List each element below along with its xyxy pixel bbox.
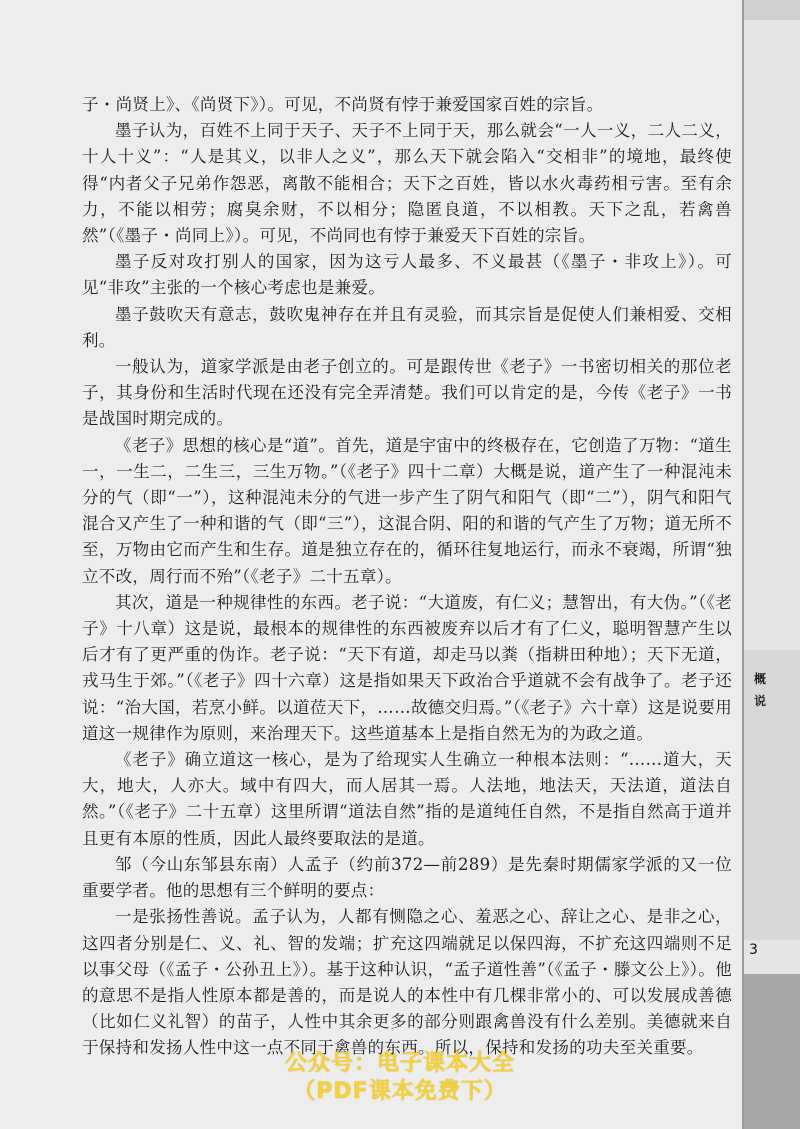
paragraph-2: 墨子认为，百姓不上同于天子、天子不上同于天，那么就会“一人一义，二人二义，十人十义”：“人是其义，以非人之义”，那么天下就会陷入“交相非”的境地，最终使得“内者父子兄弟作怨恶，离散不能相合；天下之百姓，皆以水火毒药相亏害。至有余力，不能以相劳；腐臭余财，不以相分；隐匿良道，不以相教。天下之乱，若禽兽然”（《墨子・尚同上》）。可见，不尚同也有悖于兼爱天下百姓的宗旨。 [82,121,732,246]
watermark-line-1: 公众号：电子课本大全 [284,1051,515,1076]
paragraph-3: 墨子反对攻打别人的国家，因为这亏人最多、不义最甚（《墨子・非攻上》）。可见“非攻”主张的一个核心考虑也是兼爱。 [82,252,732,298]
body-text [82,92,732,1062]
paragraph-10: 一是张扬性善说。孟子认为，人都有恻隐之心、羞恶之心、辞让之心、是非之心，这四者分别是仁、义、礼、智的发端；扩充这四端就足以保四海，不扩充这四端则不足以事父母（《孟子・公孙丑上》）。基于这种认识，“孟子道性善”（《孟子・滕文公上》）。他的意思不是指人性原本都是善的，而是说人的本性中有几棵非常小的、可以发展成善德（比如仁义礼智）的苗子，人性中其余更多的部分则跟禽兽没有什么差别。美德就来自于保持和发扬人性中这一点不同于禽兽的东西。所以，保持和发扬的功夫至关重要。 [82,907,732,1058]
page-number: 3 [749,942,758,958]
paragraph-9: 邹（今山东邹县东南）人孟子（约前372—前289）是先秦时期儒家学派的又一位重要学者。他的思想有三个鲜明的要点： [82,854,732,901]
paragraph-8: 《老子》确立道这一核心，是为了给现实人生确立一种根本法则：“……道大，天大，地大，人亦大。域中有四大，而人居其一焉。人法地，地法天，天法道，道法自然。”（《老子》二十五章）这里所谓“道法自然”指的是道纯任自然，不是指自然高于道并且更有本原的性质，因此人最终要取法的是道。 [82,750,732,848]
paragraph-7: 其次，道是一种规律性的东西。老子说：“大道废，有仁义；慧智出，有大伪。”（《老子》十八章）这是说，最根本的规律性的东西被废弃以后才有了仁义，聪明智慧产生以后才有了更严重的伪诈。老子说：“天下有道，却走马以粪（指耕田种地）；天下无道，戎马生于郊。”（《老子》四十六章）这是指如果天下政治合乎道就不会有战争了。老子还说：“治大国，若烹小鲜。以道莅天下，……故德交归焉。”（《老子》六十章）这是说要用道这一规律作为原则，来治理天下。这些道基本上是指自然无为的为政之道。 [82,592,732,743]
watermark-line-2: （PDF课本免费下） [293,1079,507,1104]
paragraph-5: 一般认为，道家学派是由老子创立的。可是跟传世《老子》一书密切相关的那位老子，其身份和生活时代现在还没有完全弄清楚。我们可以肯定的是，今传《老子》一书是战国时期完成的。 [82,357,732,429]
page-margin-strip [742,0,800,1129]
watermark [0,1050,800,1106]
paragraph-4: 墨子鼓吹天有意志，鼓吹鬼神存在并且有灵验，而其宗旨是促使人们兼相爱、交相利。 [82,304,732,350]
margin-divider-line [742,0,744,1129]
paragraph-6: 《老子》思想的核心是“道”。首先，道是宇宙中的终极存在，它创造了万物：“道生一，一生二，二生三，三生万物。”（《老子》四十二章）大概是说，道产生了一种混沌未分的气（即“一”），这种混沌未分的气进一步产生了阴气和阳气（即“二”），阴气和阳气混合又产生了一种和谐的气（即“三”），这混合阴、阳的和谐的气产生了万物；道无所不至，万物由它而产生和生存。道是独立存在的，循环往复地运行，而永不衰竭，所谓“独立不改，周行而不殆”（《老子》二十五章）。 [82,435,732,586]
paragraph-1: 子・尚贤上》、《尚贤下》）。可见，不尚贤有悖于兼爱国家百姓的宗旨。 [82,95,604,114]
margin-shadow-top [742,0,800,20]
chapter-side-label: 概说 [754,672,767,708]
